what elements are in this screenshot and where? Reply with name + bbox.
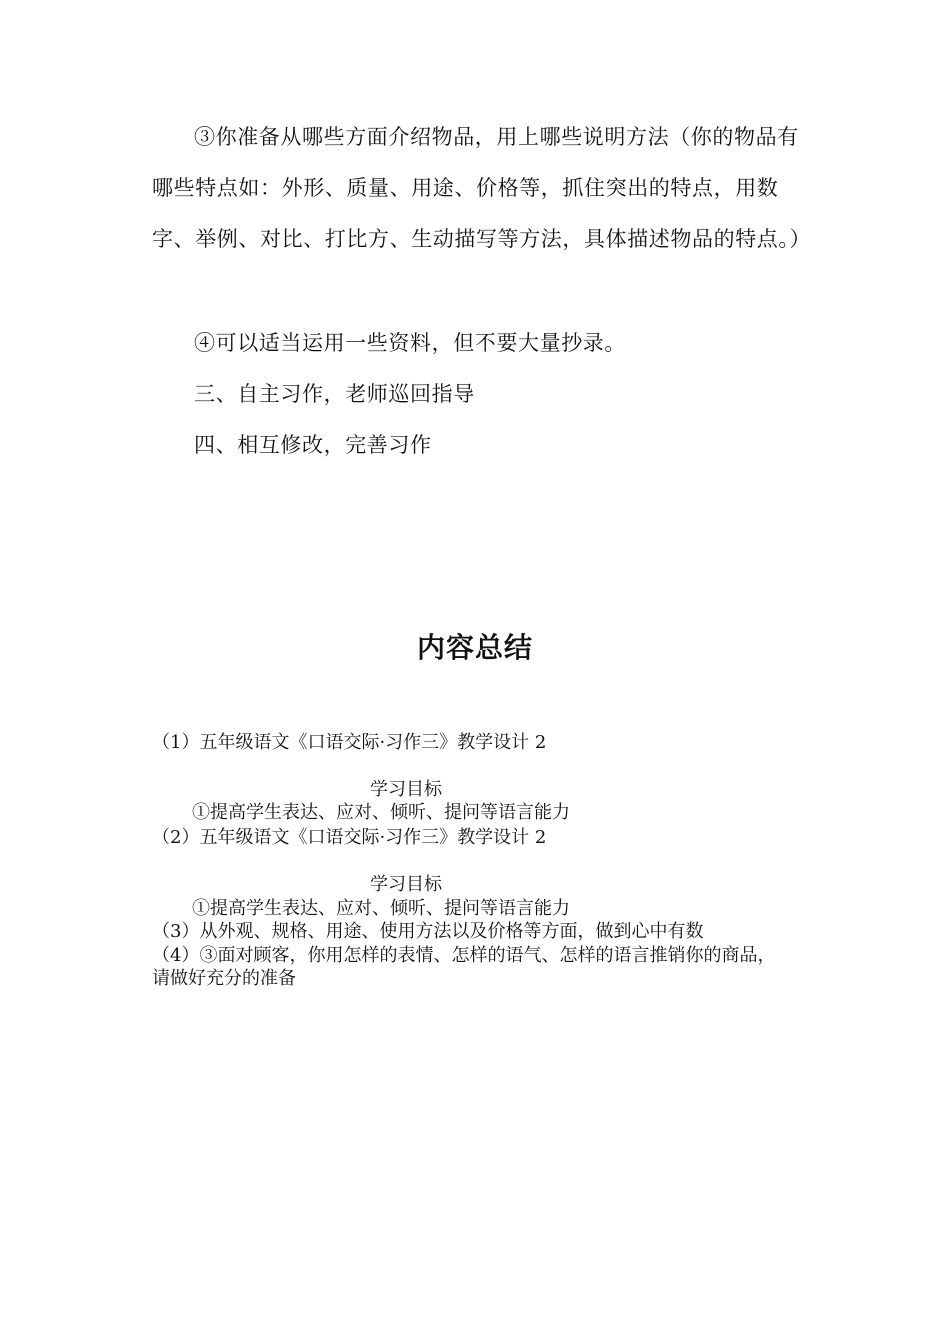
summary-item-2-subheading: 学习目标 [370, 874, 442, 895]
summary-item-2-heading: （2）五年级语文《口语交际·习作三》教学设计 2 [152, 827, 547, 848]
summary-title: 内容总结 [416, 631, 533, 664]
paragraph-use-materials: ④可以适当运用一些资料，但不要大量抄录。 [194, 331, 626, 355]
paragraph-step-four: 四、相互修改，完善习作 [194, 433, 432, 457]
summary-item-1-subheading: 学习目标 [370, 779, 442, 800]
paragraph-step-three: 三、自主习作，老师巡回指导 [194, 382, 475, 406]
summary-item-1-heading: （1）五年级语文《口语交际·习作三》教学设计 2 [152, 732, 547, 753]
summary-item-4: （4）③面对顾客，你用怎样的表情、怎样的语气、怎样的语言推销你的商品，请做好充分的准备 [152, 945, 776, 989]
paragraph-introduce-item-method: ③你准备从哪些方面介绍物品，用上哪些说明方法（你的物品有哪些特点如：外形、质量、用途、价格等，抓住突出的特点，用数字、举例、对比、打比方、生动描写等方法，具体描述物品的特点。） [152, 125, 812, 251]
summary-item-2-goal: ①提高学生表达、应对、倾听、提问等语言能力 [192, 898, 570, 919]
summary-item-1-goal: ①提高学生表达、应对、倾听、提问等语言能力 [192, 802, 570, 823]
summary-item-3: （3）从外观、规格、用途、使用方法以及价格等方面，做到心中有数 [152, 921, 704, 942]
